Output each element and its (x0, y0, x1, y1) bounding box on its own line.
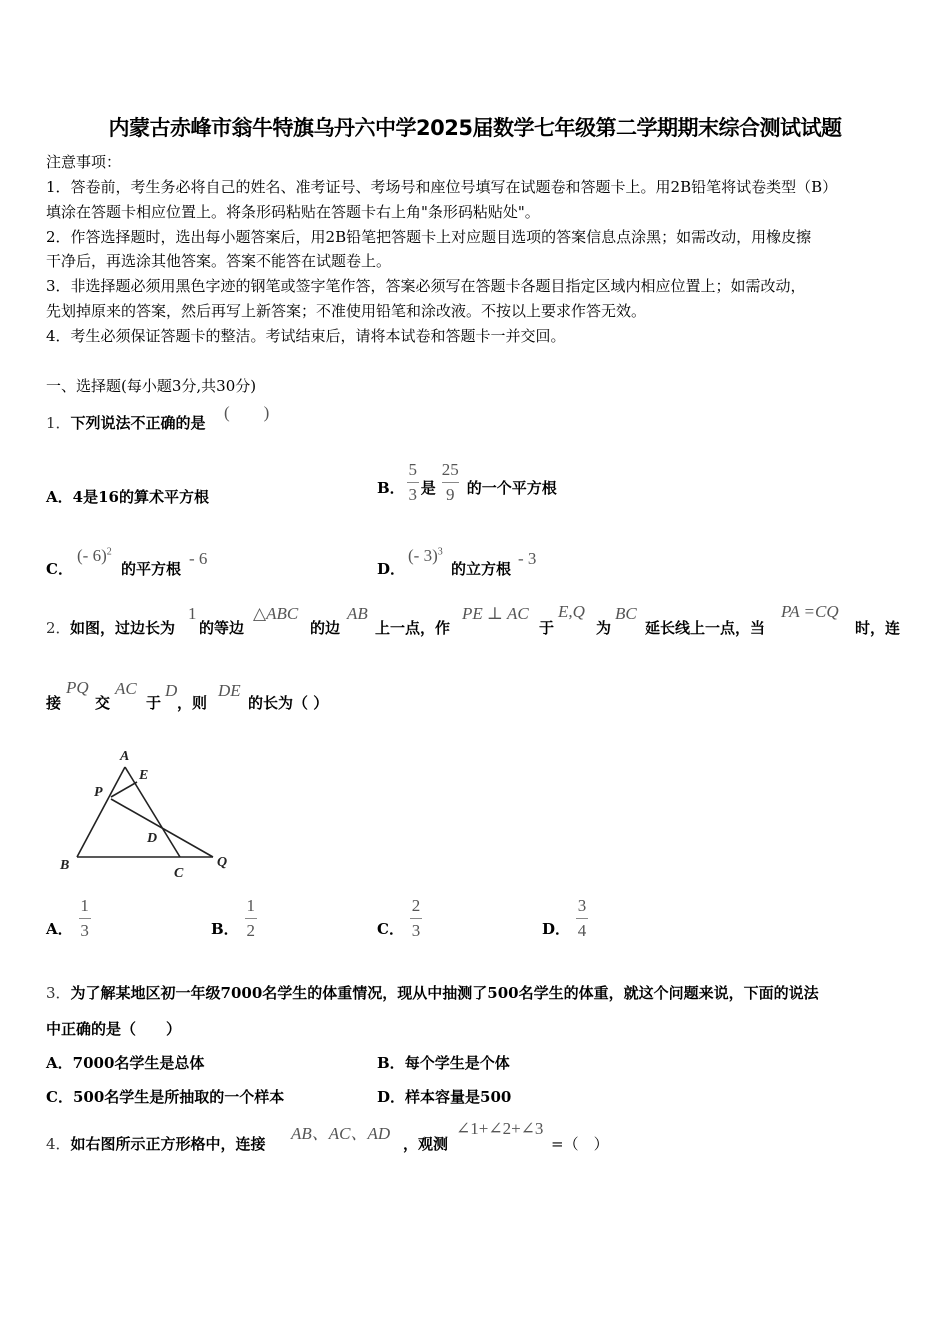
numerator: 2 (411, 896, 421, 915)
q2-text: 如图，过边长为 (70, 619, 176, 637)
option-text: 的立方根 (451, 560, 512, 578)
stem-text: 为了解某地区初一年级7000名学生的体重情况，现从中抽测了500名学生的体重，就这个问题来说，下面的说法 (70, 984, 819, 1002)
notice-line-5: 3．非选择题必须用黑色字迹的钢笔或签字笔作答，答案必须写在答题卡各题目指定区域内相应位置上；如需改动， (46, 277, 806, 295)
denominator: 3 (411, 921, 421, 940)
q2-text: 的等边 (199, 619, 245, 637)
q4-answer-paren: =（ ） (551, 1135, 609, 1153)
q2-option-c[interactable] (377, 896, 422, 941)
notice-line-2: 填涂在答题卡相应位置上。将条形码粘贴在答题卡右上角"条形码粘贴处"。 (46, 203, 540, 221)
exponent: 3 (437, 546, 443, 558)
label-d: D (147, 831, 158, 846)
q2-text: 于 (146, 694, 162, 712)
page-title: 内蒙古赤峰市翁牛特旗乌丹六中学2025届数学七年级第二学期期末综合测试试题 (108, 116, 842, 140)
option-label: B． (211, 920, 239, 938)
option-text: 4是16的算术平方根 (72, 488, 209, 506)
fraction (410, 896, 422, 941)
stem-text: 下列说法不正确的是 (70, 414, 206, 432)
q2-text: ，则 (177, 694, 208, 712)
q2-math: AC (115, 679, 137, 698)
q3-option-d[interactable] (377, 1086, 511, 1107)
q2-math: △ABC (253, 604, 299, 623)
option-label: A． (46, 488, 73, 506)
denominator: 4 (577, 921, 587, 940)
notice-line-3: 2．作答选择题时，选出每小题答案后，用2B铅笔把答题卡上对应题目选项的答案信息点涂黑；如需改动，用橡皮擦 (46, 228, 812, 246)
q2-math: PQ (66, 678, 89, 697)
q2-option-d[interactable] (542, 896, 588, 941)
denominator: 9 (445, 485, 455, 504)
numerator: 3 (577, 896, 587, 915)
q2-option-b[interactable] (211, 896, 257, 941)
q3-option-a[interactable] (46, 1052, 204, 1073)
stem-text: 如右图所示正方形格中，连接 (70, 1135, 266, 1153)
option-label: A． (46, 1054, 73, 1072)
question-3-line-1 (46, 982, 819, 1003)
option-text: 7000名学生是总体 (72, 1054, 205, 1072)
option-label: A． (46, 920, 73, 938)
expr: (- 3) (408, 546, 438, 565)
option-text: 500名学生是所抽取的一个样本 (72, 1088, 285, 1106)
fraction (79, 896, 91, 941)
numerator: 1 (246, 896, 255, 915)
q4-math-segments: AB、AC、AD (291, 1124, 391, 1143)
expr: (- 6) (77, 546, 107, 565)
q2-text: 的边 (310, 619, 341, 637)
q2-math: BC (615, 604, 637, 623)
q2-text: 为 (596, 619, 612, 637)
question-3-line-2: 中正确的是（ ） (46, 1020, 182, 1038)
label-p: P (94, 785, 103, 800)
question-number: 3． (46, 984, 71, 1002)
notice-line-7: 4．考生必须保证答题卡的整洁。考试结束后，请将本试卷和答题卡一并交回。 (46, 327, 566, 345)
option-label: D． (377, 1088, 406, 1106)
q2-math: AB (347, 604, 368, 623)
q4-text: ，观测 (403, 1135, 449, 1153)
math-value: - 3 (518, 549, 537, 568)
q3-option-b[interactable] (377, 1052, 510, 1073)
label-e: E (139, 768, 149, 783)
option-label: C． (377, 920, 404, 938)
q2-text: 交 (95, 694, 111, 712)
section-heading: 一、选择题(每小题3分,共30分) (46, 377, 257, 395)
q2-math: DE (218, 681, 241, 700)
notice-heading: 注意事项： (46, 153, 122, 171)
option-text: 是 (420, 479, 436, 497)
label-q: Q (217, 855, 228, 870)
fraction (245, 896, 257, 941)
math-value: - 6 (189, 549, 208, 568)
option-text: 样本容量是500 (405, 1088, 512, 1106)
numerator: 1 (80, 896, 89, 915)
q2-math: D (165, 681, 178, 700)
q2-text: 上一点，作 (375, 619, 451, 637)
option-text: 的一个平方根 (466, 479, 557, 497)
q2-math: PA =CQ (781, 602, 839, 621)
notice-line-4: 干净后，再选涂其他答案。答案不能答在试题卷上。 (46, 252, 392, 270)
q2-math: E,Q (558, 602, 585, 621)
numerator: 5 (408, 460, 417, 479)
q2-math: PE ⊥ AC (462, 604, 529, 623)
notice-line-6: 先划掉原来的答案，然后再写上新答案；不准使用铅笔和涂改液。不按以上要求作答无效。 (46, 302, 647, 320)
option-label: D． (542, 920, 571, 938)
option-text: 的平方根 (121, 560, 182, 578)
q3-option-c[interactable] (46, 1086, 284, 1107)
exponent: 2 (106, 546, 112, 558)
q2-text: 接 (46, 694, 62, 712)
label-c: C (174, 866, 184, 881)
fraction (576, 896, 588, 941)
numerator: 25 (441, 460, 459, 479)
question-number: 4． (46, 1135, 71, 1153)
option-label: C． (46, 1088, 73, 1106)
notice-line-1: 1．答卷前，考生务必将自己的姓名、准考证号、考场号和座位号填写在试题卷和答题卡上。用2B铅笔将试卷类型（B） (46, 178, 838, 196)
question-number: 1． (46, 414, 71, 432)
answer-paren: ( ) (224, 403, 270, 422)
question-4-stem (46, 1133, 266, 1154)
q2-text: 延长线上一点，当 (645, 619, 766, 637)
option-label: B． (377, 479, 405, 497)
denominator: 3 (80, 921, 89, 940)
option-label: C． (46, 560, 73, 578)
question-number: 2． (46, 619, 71, 637)
q2-text: 于 (539, 619, 555, 637)
q2-math: 1 (188, 604, 197, 623)
q2-option-a[interactable] (46, 896, 91, 941)
option-label: D． (377, 560, 406, 578)
q2-text: 时，连 (855, 619, 901, 637)
denominator: 2 (246, 921, 255, 940)
option-label: B． (377, 1054, 405, 1072)
q2-text: 的长为（ ） (248, 694, 329, 712)
denominator: 3 (408, 485, 417, 504)
label-a: A (120, 749, 130, 764)
label-b: B (60, 858, 70, 873)
q4-math-angles: ∠1+∠2+∠3 (456, 1119, 544, 1138)
option-text: 每个学生是个体 (404, 1054, 510, 1072)
